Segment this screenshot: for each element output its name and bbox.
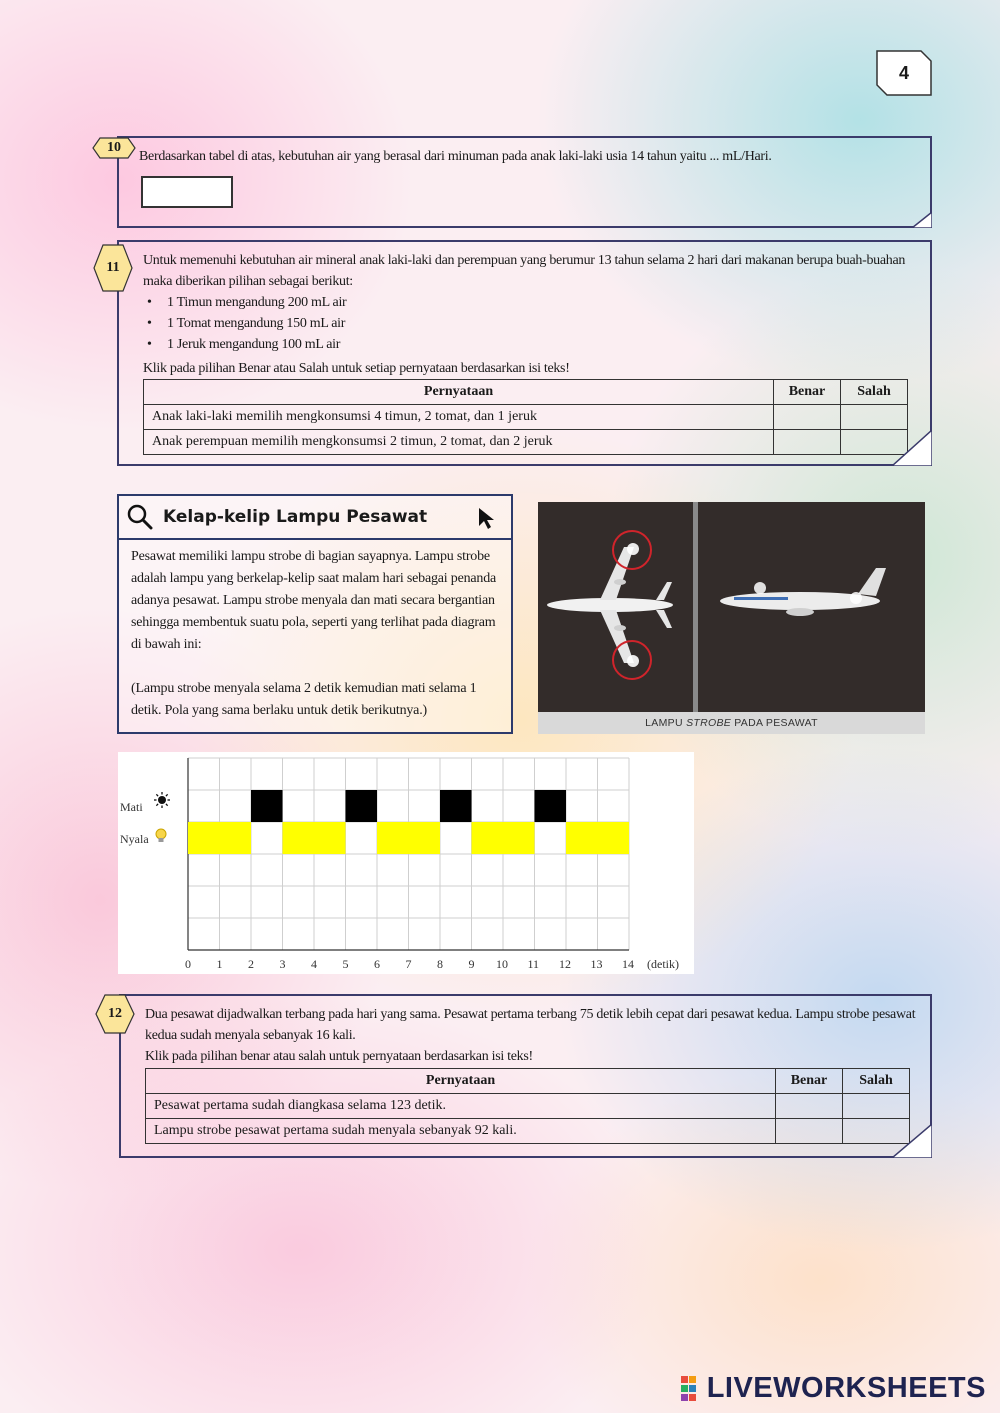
q12-header-false: Salah xyxy=(843,1069,910,1094)
airplane-side-view xyxy=(720,568,886,616)
q11-row1-true-cell[interactable] xyxy=(774,405,841,430)
q12-instruction: Klik pada pilihan benar atau salah untuk pernyataan berdasarkan isi teks! xyxy=(145,1049,533,1064)
q11-option-1: • 1 Timun mengandung 200 mL air xyxy=(167,292,346,313)
strobe-bar-mati-2 xyxy=(346,790,378,822)
q12-number-badge: 12 xyxy=(95,994,135,1034)
q11-option-2: • 1 Tomat mengandung 150 mL air xyxy=(167,313,346,334)
q11-header-true: Benar xyxy=(774,380,841,405)
q12-row1-true-cell[interactable] xyxy=(776,1094,843,1119)
q11-statement-1: Anak laki-laki memilih mengkonsumsi 4 timun, 2 tomat, dan 1 jeruk xyxy=(144,405,774,430)
table-row xyxy=(146,1094,910,1119)
q12-intro: Dua pesawat dijadwalkan terbang pada hari yang sama. Pesawat pertama terbang 75 detik lebih cepat dari pesawat kedua. Lampu strobe pesawat kedua sudah menyala sebanyak 16 kali. xyxy=(145,1007,916,1043)
q12-statement-1: Pesawat pertama sudah diangkasa selama 123 detik. xyxy=(146,1094,776,1119)
x-tick-label: 5 xyxy=(342,957,349,971)
airplane-top-view xyxy=(547,531,673,679)
q12-header-true: Benar xyxy=(776,1069,843,1094)
info-header xyxy=(119,496,511,540)
liveworksheets-logo-icon xyxy=(681,1376,705,1402)
table-row xyxy=(144,405,908,430)
question-10 xyxy=(117,136,932,228)
strobe-chart xyxy=(118,752,694,974)
x-tick-label: 12 xyxy=(559,957,571,971)
row-label-mati: Mati xyxy=(120,800,143,814)
q10-text: Berdasarkan tabel di atas, kebutuhan air yang berasal dari minuman pada anak laki-laki usia 14 tahun yaitu ... mL/Hari. xyxy=(139,149,772,164)
page-fold-icon xyxy=(912,212,932,228)
strobe-bar-nyala-1 xyxy=(188,822,251,854)
q11-options xyxy=(145,292,346,355)
strobe-bar-nyala-4 xyxy=(472,822,535,854)
table-row xyxy=(144,430,908,455)
page-fold-icon xyxy=(892,430,932,466)
photo-caption-part1: LAMPU xyxy=(645,717,683,729)
x-tick-label: 1 xyxy=(216,957,223,971)
q11-intro: Untuk memenuhi kebutuhan air mineral anak laki-laki dan perempuan yang berumur 13 tahun selama 2 hari dari makanan berupa buah-buahan maka diberikan pilihan sebagai berikut: xyxy=(143,253,906,289)
question-12 xyxy=(119,994,932,1158)
x-tick-label: 8 xyxy=(437,957,443,971)
x-tick-label: 3 xyxy=(279,957,286,971)
q11-header-statement: Pernyataan xyxy=(144,380,774,405)
q11-header-false: Salah xyxy=(841,380,908,405)
q12-header-statement: Pernyataan xyxy=(146,1069,776,1094)
question-11 xyxy=(117,240,932,466)
q12-statement-2: Lampu strobe pesawat pertama sudah menyala sebanyak 92 kali. xyxy=(146,1119,776,1144)
q11-statement-2: Anak perempuan memilih mengkonsumsi 2 timun, 2 tomat, dan 2 jeruk xyxy=(144,430,774,455)
x-tick-label: 0 xyxy=(185,957,191,971)
strobe-chart-svg xyxy=(118,752,694,974)
x-tick-label: 6 xyxy=(374,957,380,971)
x-tick-label: 13 xyxy=(590,957,603,971)
photo-caption-part2: PADA PESAWAT xyxy=(734,717,818,729)
strobe-bar-mati-1 xyxy=(251,790,283,822)
x-tick-label: 14 xyxy=(622,957,634,971)
photo-caption-italic: STROBE xyxy=(686,717,732,729)
x-tick-label: 4 xyxy=(311,957,317,971)
table-row xyxy=(146,1119,910,1144)
q12-row2-true-cell[interactable] xyxy=(776,1119,843,1144)
q12-row1-false-cell[interactable] xyxy=(843,1094,910,1119)
footer-brand-text: LIVEWORKSHEETS xyxy=(706,1372,986,1404)
info-box xyxy=(117,494,513,734)
q10-number-badge: 10 xyxy=(92,137,136,159)
chart-row-labels xyxy=(120,792,170,846)
footer-brand[interactable] xyxy=(681,1372,986,1405)
strobe-bar-nyala-5 xyxy=(566,822,629,854)
photo-caption xyxy=(538,712,925,734)
magnifier-icon xyxy=(127,504,153,530)
q11-row2-true-cell[interactable] xyxy=(774,430,841,455)
cursor-icon xyxy=(477,507,499,531)
x-tick-label: 9 xyxy=(468,957,475,971)
page-fold-icon xyxy=(892,1124,932,1158)
q11-row1-false-cell[interactable] xyxy=(841,405,908,430)
bulb-off-icon xyxy=(154,792,170,808)
info-paragraph: Pesawat memiliki lampu strobe di bagian sayapnya. Lampu strobe adalah lampu yang berkelap-kelip saat malam hari sebagai penanda adanya pesawat. Lampu strobe menyala dan mati secara bergantian sehingga membentuk suatu pola, seperti yang terlihat pada diagram di bawah ini: xyxy=(131,549,497,652)
q11-option-3: • 1 Jeruk mengandung 100 mL air xyxy=(167,334,346,355)
airplane-illustration xyxy=(538,502,925,712)
strobe-bar-mati-3 xyxy=(440,790,472,822)
row-label-nyala: Nyala xyxy=(120,832,149,846)
q11-table xyxy=(143,379,908,455)
x-tick-label: 11 xyxy=(527,957,540,971)
page-number-text: 4 xyxy=(898,62,909,83)
strobe-bar-mati-4 xyxy=(535,790,567,822)
x-axis-label: (detik) xyxy=(647,957,679,971)
q11-instruction: Klik pada pilihan Benar atau Salah untuk setiap pernyataan berdasarkan isi teks! xyxy=(143,361,570,376)
info-title: Kelap-kelip Lampu Pesawat xyxy=(163,507,428,527)
info-note: (Lampu strobe menyala selama 2 detik kemudian mati selama 1 detik. Pola yang sama berlaku untuk detik berikutnya.) xyxy=(131,681,477,718)
x-tick-label: 2 xyxy=(248,957,254,971)
x-tick-label: 10 xyxy=(496,957,508,971)
q12-table xyxy=(145,1068,910,1144)
q11-number-badge: 11 xyxy=(93,244,133,292)
strobe-bar-nyala-3 xyxy=(377,822,440,854)
page-number xyxy=(876,50,932,96)
bulb-on-icon xyxy=(156,829,166,842)
x-tick-label: 7 xyxy=(405,957,412,971)
strobe-bar-nyala-2 xyxy=(283,822,346,854)
q10-answer-input[interactable] xyxy=(141,176,233,208)
airplane-strobe-photo xyxy=(538,502,925,734)
chart-ticks xyxy=(185,957,679,971)
